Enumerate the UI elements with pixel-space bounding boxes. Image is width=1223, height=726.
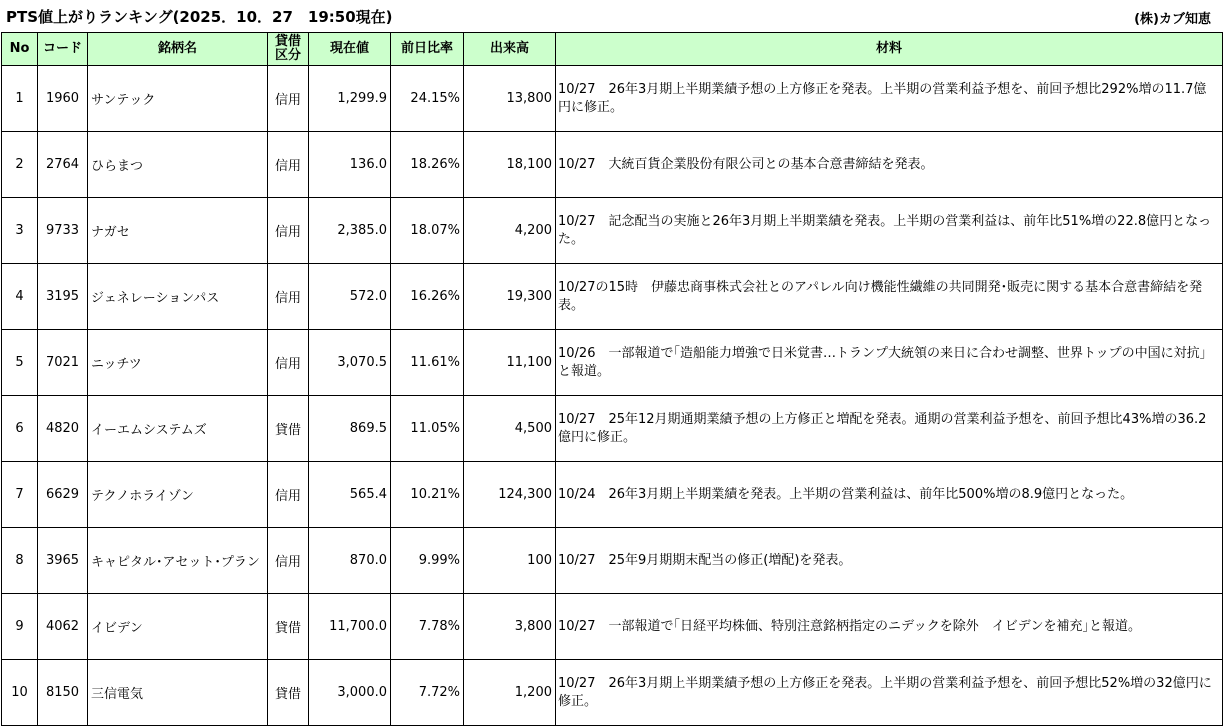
cell-code: 1960 — [38, 66, 88, 132]
cell-volume: 3,800 — [464, 594, 556, 660]
cell-material: 10/27 25年9月期期末配当の修正(増配)を発表。 — [556, 528, 1223, 594]
cell-no: 4 — [2, 264, 38, 330]
cell-change: 11.05% — [391, 396, 464, 462]
cell-name: テクノホライゾン — [88, 462, 268, 528]
cell-type: 信用 — [268, 462, 309, 528]
cell-code: 7021 — [38, 330, 88, 396]
header-type-line2: 区分 — [274, 48, 301, 63]
cell-no: 3 — [2, 198, 38, 264]
table-row — [2, 66, 1223, 132]
cell-code: 6629 — [38, 462, 88, 528]
cell-change: 18.07% — [391, 198, 464, 264]
cell-name: イビデン — [88, 594, 268, 660]
table-row — [2, 198, 1223, 264]
cell-no: 1 — [2, 66, 38, 132]
table-row — [2, 330, 1223, 396]
cell-volume: 4,200 — [464, 198, 556, 264]
header-type-line1: 貸借 — [274, 34, 301, 49]
header-material: 材料 — [556, 33, 1223, 66]
cell-name: ジェネレーションパス — [88, 264, 268, 330]
cell-price: 565.4 — [309, 462, 391, 528]
header-name: 銘柄名 — [88, 33, 268, 66]
header-no: No — [2, 33, 38, 66]
cell-no: 9 — [2, 594, 38, 660]
header-row — [2, 33, 1223, 66]
cell-type: 信用 — [268, 528, 309, 594]
cell-material: 10/27 25年12月期通期業績予想の上方修正と増配を発表。通期の営業利益予想を、前回予想比43%増の36.2億円に修正。 — [556, 396, 1223, 462]
cell-price: 1,299.9 — [309, 66, 391, 132]
cell-material: 10/27 26年3月期上半期業績予想の上方修正を発表。上半期の営業利益予想を、前回予想比52%増の32億円に修正。 — [556, 660, 1223, 726]
cell-volume: 13,800 — [464, 66, 556, 132]
table-row — [2, 264, 1223, 330]
cell-type: 貸借 — [268, 594, 309, 660]
cell-type: 信用 — [268, 330, 309, 396]
cell-volume: 19,300 — [464, 264, 556, 330]
cell-volume: 18,100 — [464, 132, 556, 198]
cell-price: 2,385.0 — [309, 198, 391, 264]
table-row — [2, 132, 1223, 198]
cell-change: 24.15% — [391, 66, 464, 132]
cell-code: 8150 — [38, 660, 88, 726]
cell-type: 信用 — [268, 264, 309, 330]
table-row — [2, 594, 1223, 660]
header-code: コード — [38, 33, 88, 66]
cell-type: 貸借 — [268, 660, 309, 726]
cell-change: 18.26% — [391, 132, 464, 198]
cell-no: 10 — [2, 660, 38, 726]
cell-name: イーエムシステムズ — [88, 396, 268, 462]
cell-price: 3,000.0 — [309, 660, 391, 726]
cell-material: 10/27 一部報道で｢日経平均株価、特別注意銘柄指定のニデックを除外 イビデンを補充｣と報道。 — [556, 594, 1223, 660]
table-row — [2, 528, 1223, 594]
cell-price: 3,070.5 — [309, 330, 391, 396]
cell-material: 10/26 一部報道で｢造船能力増強で日米覚書…トランプ大統領の来日に合わせ調整、世界トップの中国に対抗｣と報道。 — [556, 330, 1223, 396]
cell-name: サンテック — [88, 66, 268, 132]
cell-no: 5 — [2, 330, 38, 396]
cell-type: 信用 — [268, 132, 309, 198]
cell-name: キャピタル･アセット･プラン — [88, 528, 268, 594]
cell-volume: 124,300 — [464, 462, 556, 528]
cell-change: 7.72% — [391, 660, 464, 726]
title-row — [0, 0, 1223, 32]
cell-name: 三信電気 — [88, 660, 268, 726]
cell-price: 870.0 — [309, 528, 391, 594]
cell-price: 136.0 — [309, 132, 391, 198]
cell-code: 4062 — [38, 594, 88, 660]
company-name: (株)カブ知恵 — [1134, 12, 1211, 27]
cell-no: 2 — [2, 132, 38, 198]
table-row — [2, 660, 1223, 726]
cell-change: 11.61% — [391, 330, 464, 396]
cell-name: ひらまつ — [88, 132, 268, 198]
header-volume: 出来高 — [464, 33, 556, 66]
cell-material: 10/27 記念配当の実施と26年3月期上半期業績を発表。上半期の営業利益は、前年比51%増の22.8億円となった。 — [556, 198, 1223, 264]
cell-volume: 100 — [464, 528, 556, 594]
cell-change: 16.26% — [391, 264, 464, 330]
table-row — [2, 462, 1223, 528]
cell-code: 9733 — [38, 198, 88, 264]
cell-change: 10.21% — [391, 462, 464, 528]
cell-no: 8 — [2, 528, 38, 594]
cell-price: 869.5 — [309, 396, 391, 462]
cell-no: 7 — [2, 462, 38, 528]
ranking-title: PTS値上がりランキング(2025．10．27 19:50現在) — [6, 8, 393, 26]
cell-code: 4820 — [38, 396, 88, 462]
cell-material: 10/27の15時 伊藤忠商事株式会社とのアパレル向け機能性繊維の共同開発･販売に関する基本合意書締結を発表。 — [556, 264, 1223, 330]
cell-material: 10/27 大統百貨企業股份有限公司との基本合意書締結を発表。 — [556, 132, 1223, 198]
cell-volume: 11,100 — [464, 330, 556, 396]
cell-code: 2764 — [38, 132, 88, 198]
cell-change: 7.78% — [391, 594, 464, 660]
cell-code: 3195 — [38, 264, 88, 330]
header-price: 現在値 — [309, 33, 391, 66]
cell-code: 3965 — [38, 528, 88, 594]
cell-type: 信用 — [268, 198, 309, 264]
cell-type: 信用 — [268, 66, 309, 132]
cell-change: 9.99% — [391, 528, 464, 594]
cell-name: ニッチツ — [88, 330, 268, 396]
cell-name: ナガセ — [88, 198, 268, 264]
cell-price: 572.0 — [309, 264, 391, 330]
ranking-table — [1, 32, 1223, 726]
header-change: 前日比率 — [391, 33, 464, 66]
cell-type: 貸借 — [268, 396, 309, 462]
cell-volume: 4,500 — [464, 396, 556, 462]
cell-price: 11,700.0 — [309, 594, 391, 660]
cell-material: 10/27 26年3月期上半期業績予想の上方修正を発表。上半期の営業利益予想を、前回予想比292%増の11.7億円に修正。 — [556, 66, 1223, 132]
cell-no: 6 — [2, 396, 38, 462]
cell-material: 10/24 26年3月期上半期業績を発表。上半期の営業利益は、前年比500%増の8.9億円となった。 — [556, 462, 1223, 528]
cell-volume: 1,200 — [464, 660, 556, 726]
header-type — [268, 33, 309, 66]
table-row — [2, 396, 1223, 462]
